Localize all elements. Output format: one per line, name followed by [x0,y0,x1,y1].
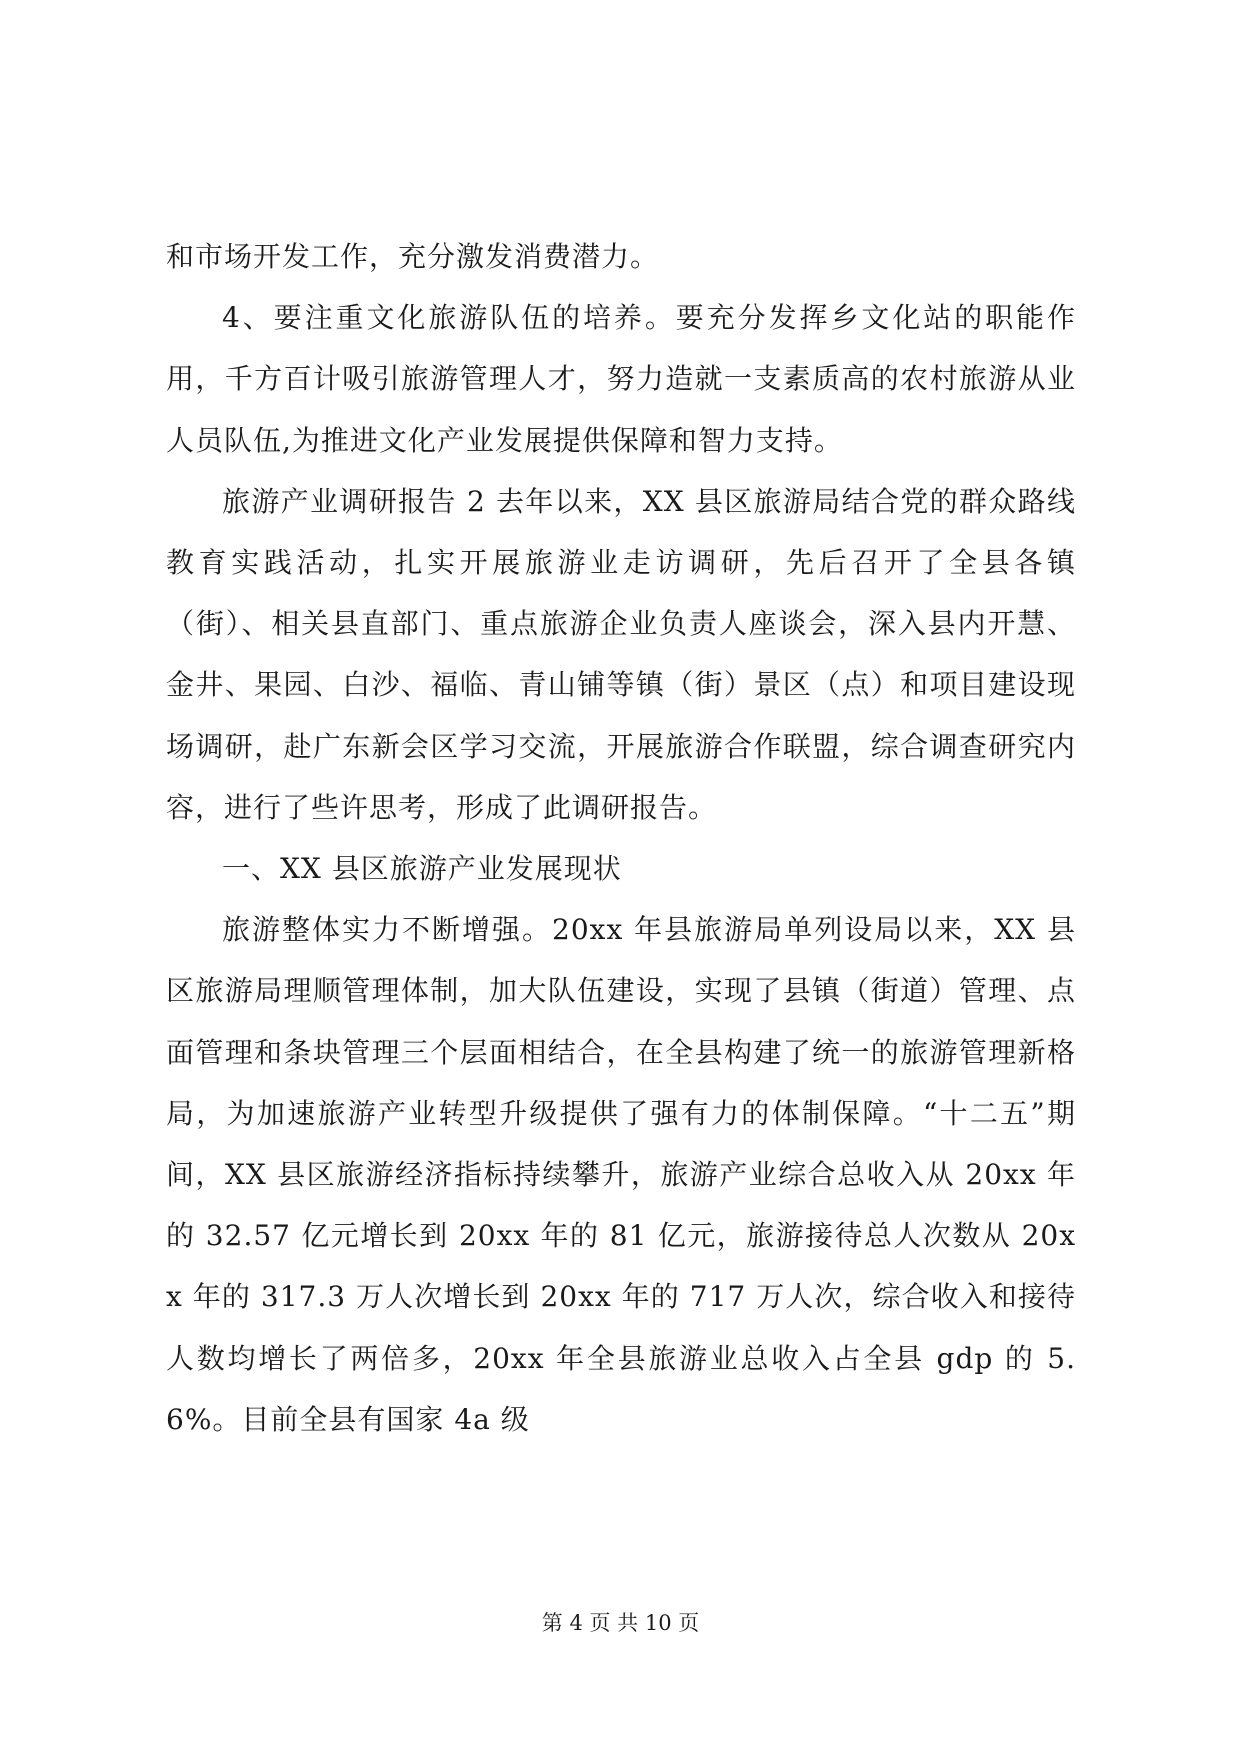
body-text [166,226,1076,1450]
page-footer [0,1609,1241,1637]
section-heading: 一、XX 县区旅游产业发展现状 [222,852,622,886]
paragraph-report-intro: 旅游产业调研报告 2 去年以来，XX 县区旅游局结合党的群众路线教育实践活动，扎实开展旅游业走访调研，先后召开了全县各镇（街）、相关县直部门、重点旅游企业负责人座谈会，深入县内开慧、金井、果园、白沙、福临、青山铺等镇（街）景区（点）和项目建设现场调研，赴广东新会区学习交流，开展旅游合作联盟，综合调查研究内容，进行了些许思考，形成了此调研报告。 [166,484,1076,824]
paragraph-continuation: 和市场开发工作，充分激发消费潜力。 [166,240,660,273]
paragraph-item-4: 4、要注重文化旅游队伍的培养。要充分发挥乡文化站的职能作用，千方百计吸引旅游管理人才，努力造就一支素质高的农村旅游从业人员队伍,为推进文化产业发展提供保障和智力支持。 [166,301,1076,457]
paragraph-current-status: 旅游整体实力不断增强。20xx 年县旅游局单列设局以来，XX 县区旅游局理顺管理体制，加大队伍建设，实现了县镇（街道）管理、点面管理和条块管理三个层面相结合，在全县构建了统一的旅游管理新格局，为加速旅游产业转型升级提供了强有力的体制保障。“十二五”期间，XX 县区旅游经济指标持续攀升，旅游产业综合总收入从 20xx 年的 32.57 亿元增长到 20xx 年的 81 亿元，旅游接待总人次数从 20xx 年的 317.3 万人次增长到 20xx 年的 717 万人次，综合收入和接待人数均增长了两倍多，20xx 年全县旅游业总收入占全县 gdp 的 5.6%。目前全县有国家 4a 级 [166,913,1076,1436]
page-number: 第 4 页 共 10 页 [541,1611,700,1635]
